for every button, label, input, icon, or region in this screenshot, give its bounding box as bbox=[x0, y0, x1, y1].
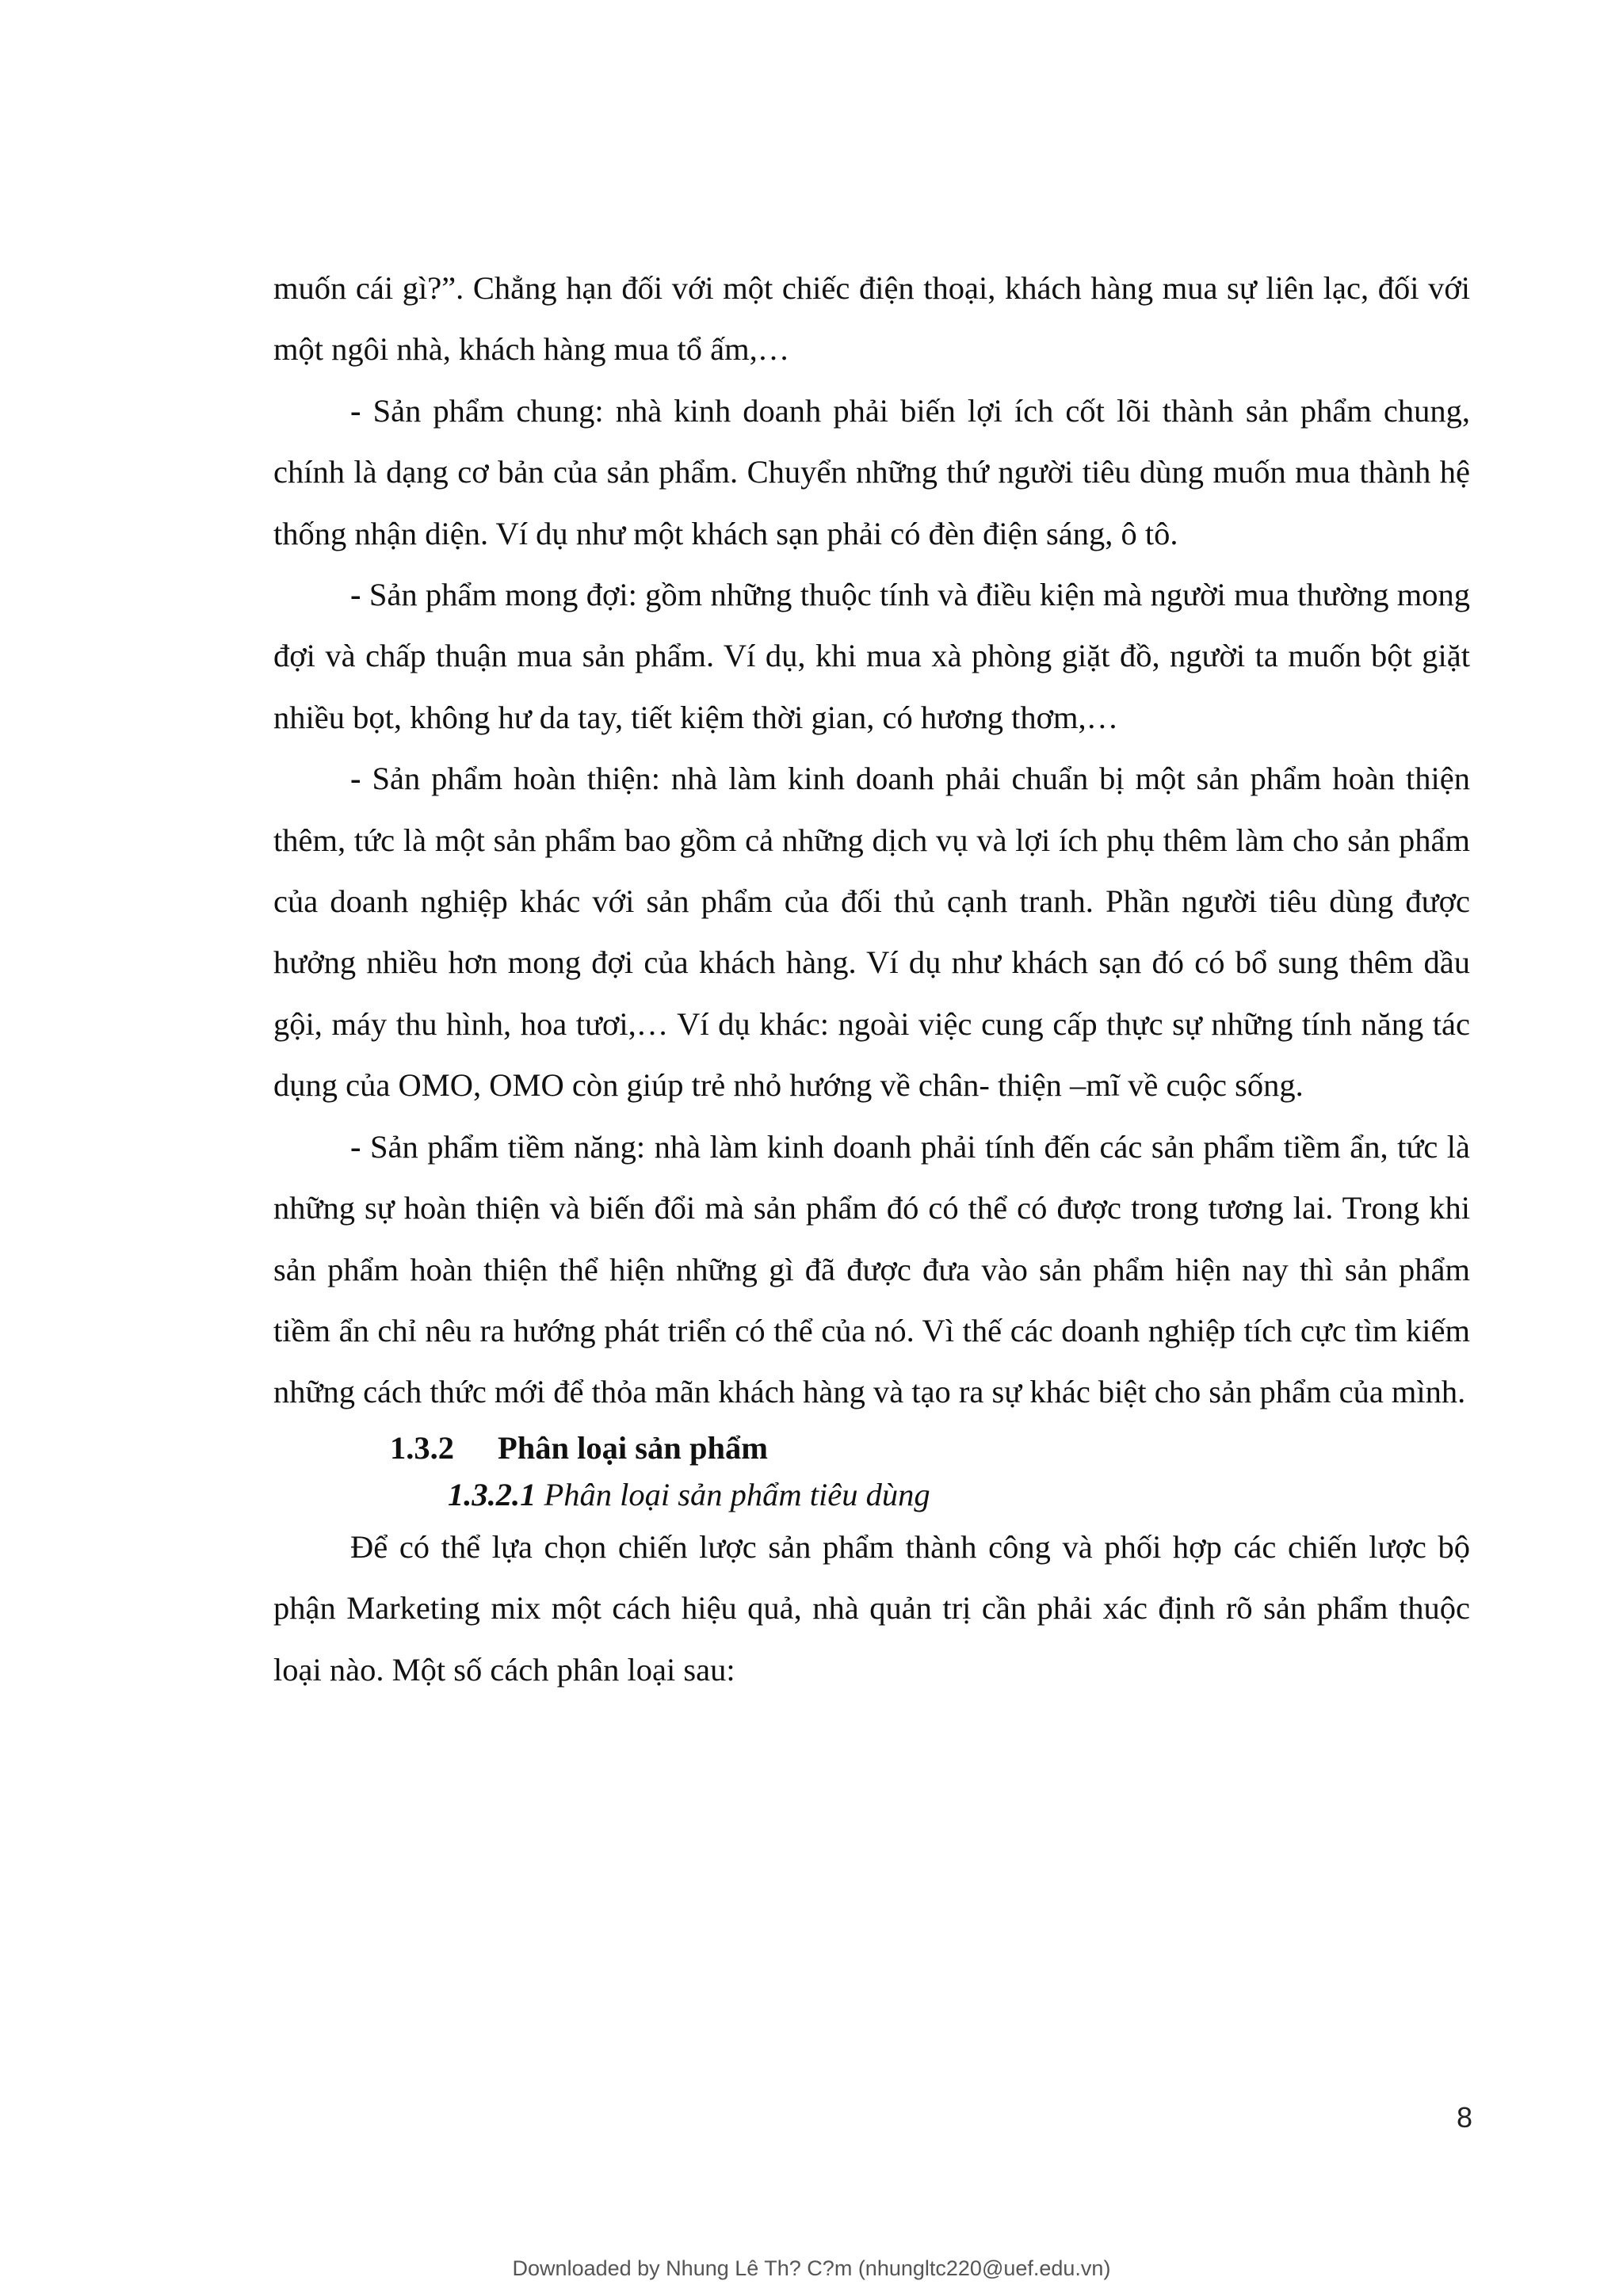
bullet-text: Sản phẩm tiềm năng: nhà làm kinh doanh phải tính đến các sản phẩm tiềm ẩn, tức là những sự hoàn thiện và biến đổi mà sản phẩm đó có thể có được trong tương lai. Trong khi sản phẩm hoàn thiện thể hiện những gì đã được đưa vào sản phẩm hiện nay thì sản phẩm tiềm ẩn chỉ nêu ra hướng phát triển có thể của nó. Vì thế các doanh nghiệp tích cực tìm kiếm những cách thức mới để thỏa mãn khách hàng và tạo ra sự khác biệt cho sản phẩm của mình. bbox=[273, 1128, 1471, 1410]
bullet-paragraph-general-product bbox=[273, 380, 1470, 564]
dash-marker: - bbox=[350, 577, 361, 613]
subsection-title: Phân loại sản phẩm tiêu dùng bbox=[544, 1476, 930, 1512]
bullet-paragraph-expected-product bbox=[273, 564, 1470, 748]
section-title: Phân loại sản phẩm bbox=[498, 1429, 768, 1466]
subsection-number: 1.3.2.1 bbox=[448, 1476, 537, 1512]
download-footer: Downloaded by Nhung Lê Th? C?m (nhungltc220@uef.edu.vn) bbox=[512, 2256, 1111, 2280]
dash-marker: - bbox=[350, 1128, 361, 1165]
bullet-text: Sản phẩm mong đợi: gồm những thuộc tính và điều kiện mà người mua thường mong đợi và chấp thuận mua sản phẩm. Ví dụ, khi mua xà phòng giặt đồ, người ta muốn bột giặt nhiều bọt, không hư da tay, tiết kiệm thời gian, có hương thơm,… bbox=[273, 577, 1471, 735]
document-body bbox=[273, 257, 1470, 1700]
closing-paragraph: Để có thể lựa chọn chiến lược sản phẩm thành công và phối hợp các chiến lược bộ phận Marketing mix một cách hiệu quả, nhà quản trị cần phải xác định rõ sản phẩm thuộc loại nào. Một số cách phân loại sau: bbox=[273, 1528, 1470, 1688]
bullet-text: Sản phẩm chung: nhà kinh doanh phải biến lợi ích cốt lõi thành sản phẩm chung, chính là dạng cơ bản của sản phẩm. Chuyển những thứ người tiêu dùng muốn mua thành hệ thống nhận diện. Ví dụ như một khách sạn phải có đèn điện sáng, ô tô. bbox=[273, 392, 1470, 551]
subsection-heading bbox=[273, 1474, 1470, 1516]
dash-marker: - bbox=[350, 392, 361, 429]
section-heading bbox=[273, 1423, 1470, 1474]
bullet-text: Sản phẩm hoàn thiện: nhà làm kinh doanh phải chuẩn bị một sản phẩm hoàn thiện thêm, tức là một sản phẩm bao gồm cả những dịch vụ và lợi ích phụ thêm làm cho sản phẩm của doanh nghiệp khác với sản phẩm của đối thủ cạnh tranh. Phần người tiêu dùng được hưởng nhiều hơn mong đợi của khách hàng. Ví dụ như khách sạn đó có bổ sung thêm dầu gội, máy thu hình, hoa tươi,… Ví dụ khác: ngoài việc cung cấp thực sự những tính năng tác dụng của OMO, OMO còn giúp trẻ nhỏ hướng về chân- thiện –mĩ về cuộc sống. bbox=[273, 761, 1471, 1104]
page-number: 8 bbox=[1456, 2101, 1472, 2134]
bullet-paragraph-potential-product bbox=[273, 1116, 1470, 1423]
bullet-paragraph-augmented-product bbox=[273, 748, 1470, 1116]
dash-marker: - bbox=[350, 761, 361, 797]
section-number: 1.3.2 bbox=[390, 1429, 454, 1466]
continuation-paragraph: muốn cái gì?”. Chẳng hạn đối với một chiếc điện thoại, khách hàng mua sự liên lạc, đối với một ngôi nhà, khách hàng mua tổ ấm,… bbox=[273, 270, 1470, 368]
